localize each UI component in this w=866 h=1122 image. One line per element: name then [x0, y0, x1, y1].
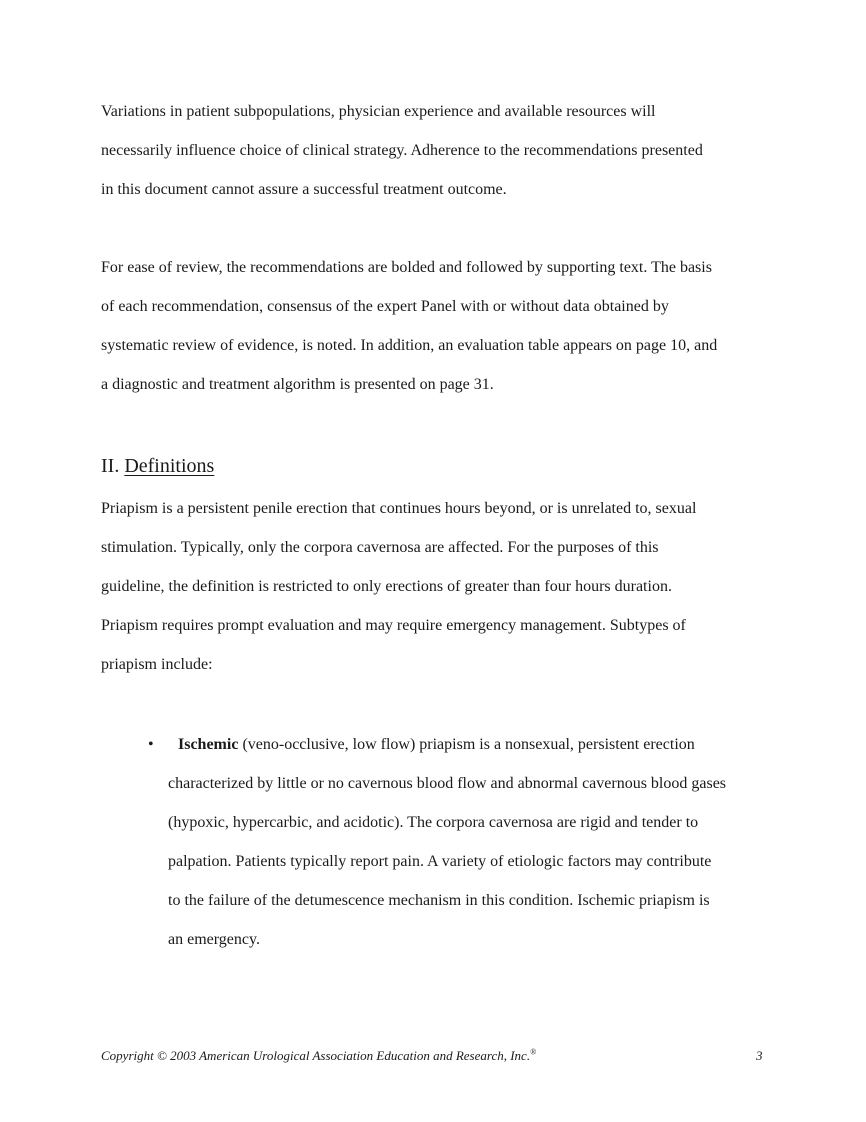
- intro-para1-line-2: necessarily influence choice of clinical strategy. Adherence to the recommendations presented: [101, 142, 703, 159]
- bullet-line-3: (hypoxic, hypercarbic, and acidotic). The corpora cavernosa are rigid and tender to: [168, 814, 699, 831]
- section-title: Definitions: [124, 455, 215, 477]
- section-number: II.: [101, 455, 120, 477]
- page-number: 3: [756, 1048, 763, 1063]
- bullet-term: Ischemic: [178, 736, 239, 753]
- definition-line-3: guideline, the definition is restricted to only erections of greater than four hours duration.: [101, 578, 672, 595]
- footer-copyright: [101, 1047, 536, 1065]
- section-heading: [101, 454, 214, 478]
- bullet-line-5: to the failure of the detumescence mechanism in this condition. Ischemic priapism is: [168, 892, 710, 909]
- definition-line-1: Priapism is a persistent penile erection that continues hours beyond, or is unrelated to, sexual: [101, 500, 697, 517]
- bullet-line-6: an emergency.: [168, 931, 260, 948]
- intro-para2-line-2: of each recommendation, consensus of the expert Panel with or without data obtained by: [101, 298, 669, 315]
- bullet-marker: •: [148, 736, 154, 753]
- intro-para2-line-1: For ease of review, the recommendations are bolded and followed by supporting text. The basis: [101, 259, 712, 276]
- definition-line-5: priapism include:: [101, 656, 213, 673]
- copyright-text: Copyright © 2003 American Urological Association Education and Research, Inc.: [101, 1048, 531, 1063]
- bullet-line-1: [178, 735, 695, 755]
- definition-line-4: Priapism requires prompt evaluation and may require emergency management. Subtypes of: [101, 617, 686, 634]
- intro-para1-line-1: Variations in patient subpopulations, physician experience and available resources will: [101, 103, 656, 120]
- registered-mark: ®: [530, 1047, 537, 1057]
- bullet-first-line-rest: (veno-occlusive, low flow) priapism is a nonsexual, persistent erection: [238, 736, 695, 753]
- intro-para2-line-4: a diagnostic and treatment algorithm is presented on page 31.: [101, 376, 494, 393]
- definition-line-2: stimulation. Typically, only the corpora cavernosa are affected. For the purposes of this: [101, 539, 659, 556]
- bullet-line-2: characterized by little or no cavernous blood flow and abnormal cavernous blood gases: [168, 775, 727, 792]
- bullet-line-4: palpation. Patients typically report pain. A variety of etiologic factors may contribute: [168, 853, 712, 870]
- intro-para1-line-3: in this document cannot assure a successful treatment outcome.: [101, 181, 507, 198]
- intro-para2-line-3: systematic review of evidence, is noted. In addition, an evaluation table appears on page 10, and: [101, 337, 718, 354]
